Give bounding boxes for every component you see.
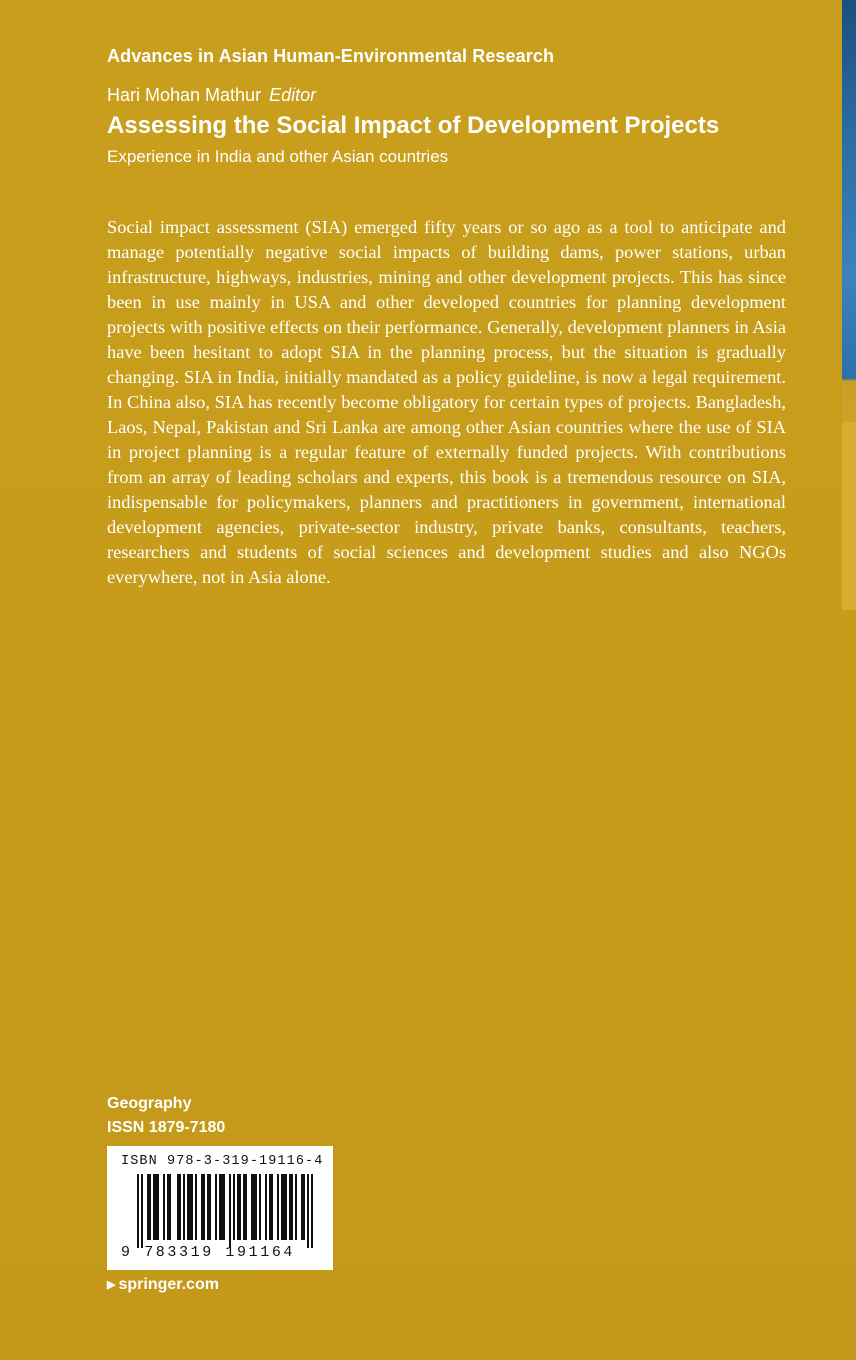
barcode-bar <box>295 1174 297 1240</box>
barcode-bar <box>251 1174 253 1240</box>
barcode-bar <box>259 1174 261 1240</box>
publisher-website[interactable] <box>107 1276 219 1294</box>
barcode-bar <box>157 1174 159 1240</box>
book-subtitle: Experience in India and other Asian countries <box>107 147 449 166</box>
barcode-bar <box>195 1174 197 1240</box>
barcode-bar <box>177 1174 179 1240</box>
barcode-bar <box>283 1174 285 1240</box>
barcode-bar <box>301 1174 303 1240</box>
barcode-bar <box>255 1174 257 1240</box>
barcode-bar <box>207 1174 209 1240</box>
barcode-bar <box>147 1174 149 1240</box>
barcode-bar <box>201 1174 203 1240</box>
barcode-bar <box>311 1174 313 1248</box>
barcode-bar <box>243 1174 245 1240</box>
barcode-bar <box>141 1174 143 1248</box>
series-title: Advances in Asian Human-Environmental Research <box>107 46 555 66</box>
barcode-bar <box>307 1174 309 1248</box>
barcode-bar <box>291 1174 293 1240</box>
barcode-bar <box>245 1174 247 1240</box>
back-cover-blurb: Social impact assessment (SIA) emerged fifty years or so ago as a tool to anticipate and manage potentially negative social impacts of building dams, power stations, urban infrastructure, highways, industries, mining and other development projects. This has since been in use mainly in USA and other developed countries for planning development projects with positive effects on their performance. Generally, development planners in Asia have been hesitant to adopt SIA in the planning process, but the situation is gradually changing. SIA in India, initially mandated as a policy guideline, is now a legal requirement. In China also, SIA has recently become obligatory for certain types of projects. Bangladesh, Laos, Nepal, Pakistan and Sri Lanka are among other Asian countries where the use of SIA in project planning is a regular feature of externally funded projects. With contributions from an array of leading scholars and experts, this book is a tremendous resource on SIA, indispensable for policymakers, planners and practitioners in government, international development agencies, private-sector industry, private banks, consultants, teachers, researchers and students of social sciences and development studies and also NGOs everywhere, not in Asia alone. <box>107 217 786 587</box>
arrow-right-icon: ▶ <box>107 1279 116 1291</box>
barcode-bar <box>285 1174 287 1240</box>
barcode-bar <box>167 1174 169 1240</box>
subject-category: Geography <box>107 1095 192 1112</box>
barcode-bar <box>281 1174 283 1240</box>
barcode-bar <box>155 1174 157 1240</box>
issn: ISSN 1879-7180 <box>107 1119 226 1136</box>
barcode-bar <box>265 1174 267 1240</box>
barcode-bar <box>163 1174 165 1240</box>
barcode-bar <box>209 1174 211 1240</box>
barcode-bar <box>189 1174 191 1240</box>
editor-role: Editor <box>269 85 317 105</box>
barcode-bar <box>183 1174 185 1240</box>
editor-name: Hari Mohan Mathur <box>107 85 262 105</box>
book-title: Assessing the Social Impact of Development Projects <box>107 112 720 139</box>
barcode-bar <box>137 1174 139 1248</box>
barcode-bar <box>219 1174 221 1240</box>
barcode-block <box>107 1146 333 1270</box>
isbn-label: ISBN 978-3-319-19116-4 <box>121 1154 324 1169</box>
barcode-bar <box>221 1174 223 1240</box>
barcode-bar <box>187 1174 189 1240</box>
barcode-bar <box>233 1174 235 1240</box>
barcode-bar <box>179 1174 181 1240</box>
editor-line <box>107 85 316 106</box>
barcode-bar <box>277 1174 279 1240</box>
barcode-bar <box>203 1174 205 1240</box>
barcode-bar <box>289 1174 291 1240</box>
barcode-bar <box>239 1174 241 1240</box>
isbn-digits: 9 783319 191164 <box>121 1244 296 1261</box>
barcode-bar <box>229 1174 231 1248</box>
barcode-bar <box>215 1174 217 1240</box>
barcode-bar <box>149 1174 151 1240</box>
barcode-bar <box>269 1174 271 1240</box>
barcode-bar <box>191 1174 193 1240</box>
spine-edge-strip <box>842 0 856 610</box>
website-label: springer.com <box>118 1276 219 1293</box>
barcode-bar <box>303 1174 305 1240</box>
barcode-bar <box>237 1174 239 1240</box>
barcode-bar <box>169 1174 171 1240</box>
barcode-bar <box>271 1174 273 1240</box>
barcode-bar <box>223 1174 225 1240</box>
barcode-bar <box>153 1174 155 1240</box>
barcode-bar <box>253 1174 255 1240</box>
